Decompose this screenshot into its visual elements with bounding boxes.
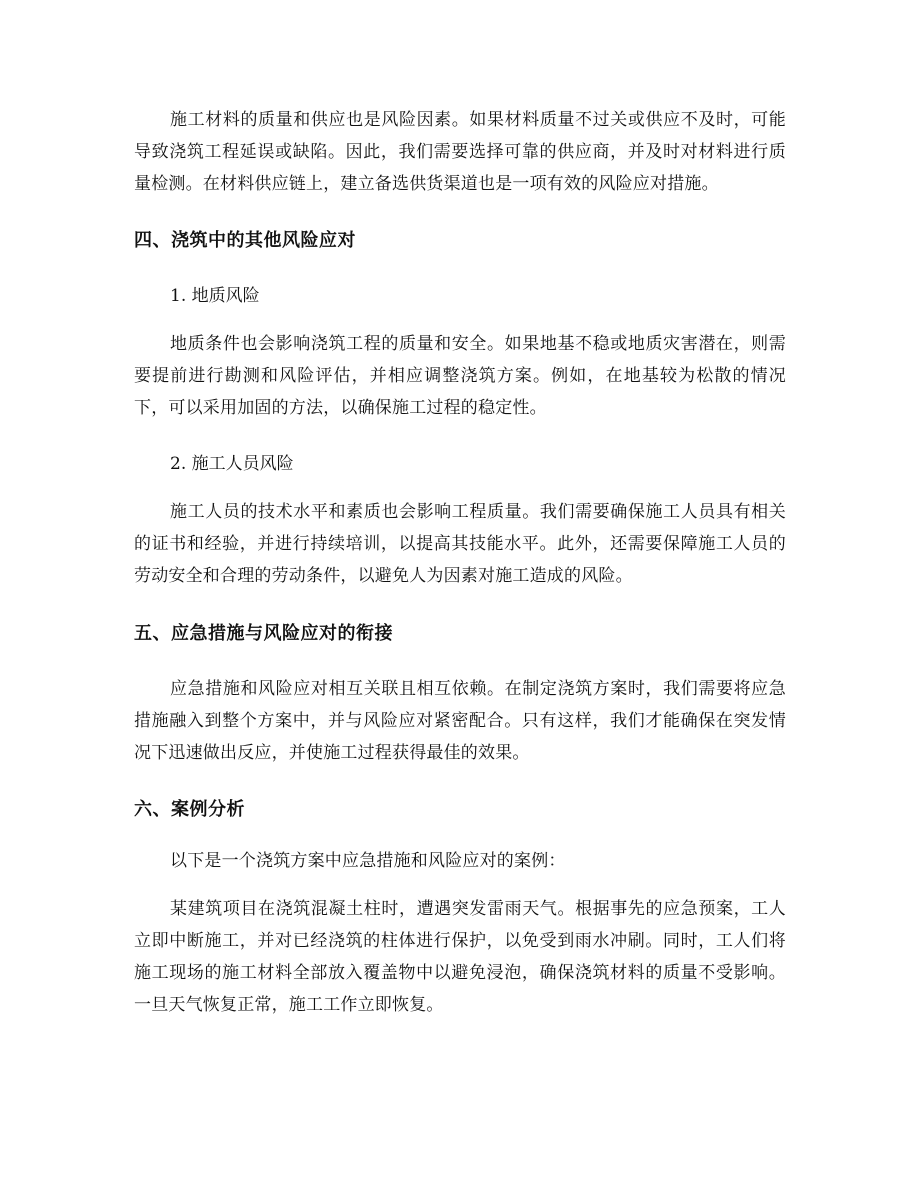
paragraph-personnel-risk: 施工人员的技术水平和素质也会影响工程质量。我们需要确保施工人员具有相关的证书和经验，并进行持续培训，以提高其技能水平。此外，还需要保障施工人员的劳动安全和合理的劳动条件，以避免人为因素对施工造成的风险。 [134,502,786,586]
section-heading-4: 四、浇筑中的其他风险应对 [134,230,356,251]
paragraph-emergency-link: 应急措施和风险应对相互关联且相互依赖。在制定浇筑方案时，我们需要将应急措施融入到整个方案中，并与风险应对紧密配合。只有这样，我们才能确保在突发情况下迅速做出反应，并使施工过程获得最佳的效果。 [134,679,786,763]
paragraph-materials: 施工材料的质量和供应也是风险因素。如果材料质量不过关或供应不及时，可能导致浇筑工程延误或缺陷。因此，我们需要选择可靠的供应商，并及时对材料进行质量检测。在材料供应链上，建立备选供货渠道也是一项有效的风险应对措施。 [134,110,786,194]
section-heading-5: 五、应急措施与风险应对的衔接 [134,623,393,644]
paragraph-case-intro: 以下是一个浇筑方案中应急措施和风险应对的案例： [170,851,566,871]
subheading-geology-risk: 1. 地质风险 [170,286,260,306]
paragraph-case-study: 某建筑项目在浇筑混凝土柱时，遭遇突发雷雨天气。根据事先的应急预案，工人立即中断施工，并对已经浇筑的柱体进行保护，以免受到雨水冲刷。同时，工人们将施工现场的施工材料全部放入覆盖物中以避免浸泡，确保浇筑材料的质量不受影响。一旦天气恢复正常，施工工作立即恢复。 [134,899,786,1015]
paragraph-geology-risk: 地质条件也会影响浇筑工程的质量和安全。如果地基不稳或地质灾害潜在，则需要提前进行勘测和风险评估，并相应调整浇筑方案。例如，在地基较为松散的情况下，可以采用加固的方法，以确保施工过程的稳定性。 [134,334,786,418]
subheading-personnel-risk: 2. 施工人员风险 [170,454,294,474]
section-heading-6: 六、案例分析 [134,799,245,820]
